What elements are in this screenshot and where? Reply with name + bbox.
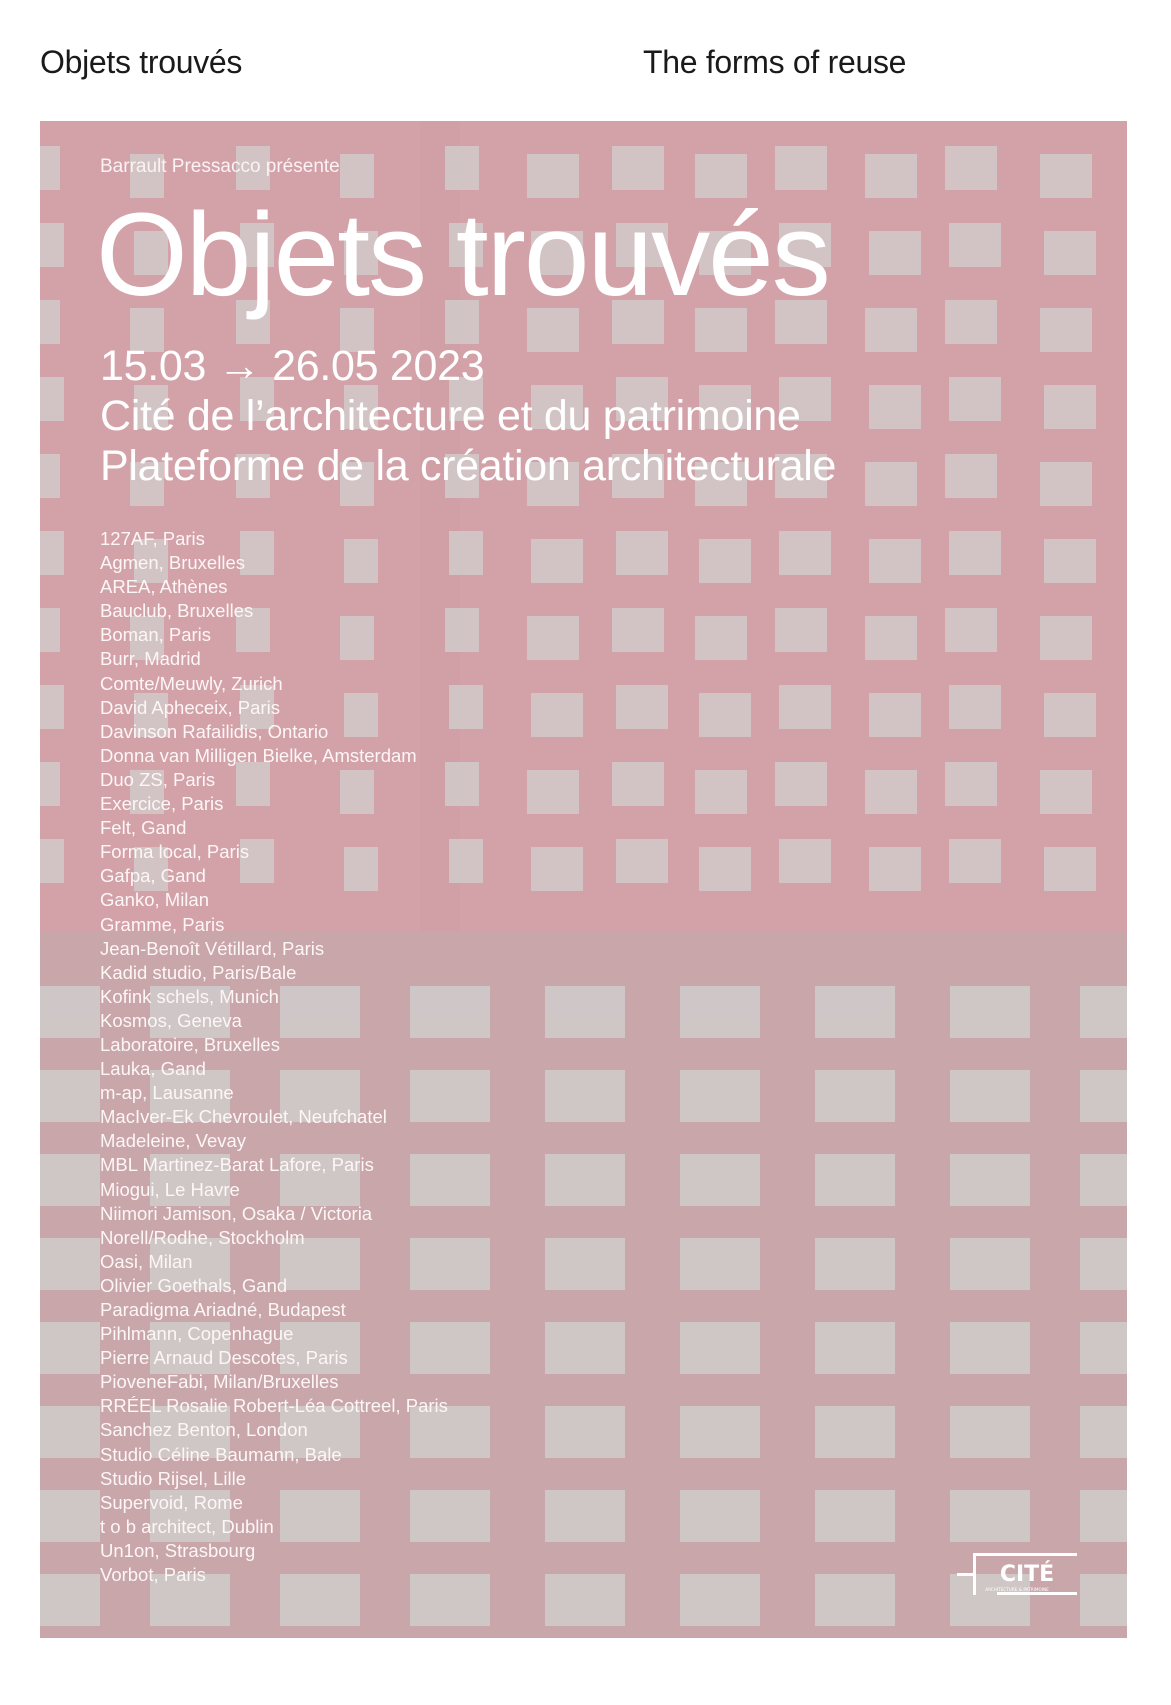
participant-item: Burr, Madrid	[100, 648, 201, 670]
participant-item: Duo ZS, Paris	[100, 768, 216, 790]
poster-title: Objets trouvés	[96, 189, 829, 321]
participant-item: Vorbot, Paris	[100, 1564, 206, 1586]
poster-content	[96, 155, 1087, 1587]
participant-item: Kosmos, Geneva	[100, 1009, 242, 1031]
window-square	[40, 839, 64, 883]
participant-item: Madeleine, Vevay	[100, 1130, 247, 1152]
window-square	[1080, 1322, 1127, 1374]
participant-item: Niimori Jamison, Osaka / Victoria	[100, 1202, 373, 1224]
participant-item: Gramme, Paris	[100, 913, 225, 935]
participant-item: Bauclub, Bruxelles	[100, 600, 254, 622]
window-square	[40, 1238, 100, 1290]
participant-item: Pihlmann, Copenhague	[100, 1323, 294, 1345]
participant-item: m-ap, Lausanne	[100, 1082, 234, 1104]
exhibition-dates: 15.03 → 26.05 2023	[100, 342, 485, 390]
participant-item: Davinson Rafailidis, Ontario	[100, 720, 329, 742]
window-square	[1080, 986, 1127, 1038]
participant-item: Jean-Benoît Vétillard, Paris	[100, 937, 325, 959]
participant-item: Donna van Milligen Bielke, Amsterdam	[100, 744, 417, 766]
participant-item: MacIver-Ek Chevroulet, Neufchatel	[100, 1106, 387, 1128]
participant-item: Kadid studio, Paris/Bale	[100, 961, 297, 983]
participant-item: David Apheceix, Paris	[100, 696, 280, 718]
window-square	[40, 1070, 100, 1122]
venue-line-2: Plateforme de la création architecturale	[100, 442, 837, 490]
window-square	[40, 377, 64, 421]
participant-item: t o b architect, Dublin	[100, 1515, 274, 1537]
window-square	[40, 986, 100, 1038]
window-square	[40, 1322, 100, 1374]
participant-item: Pierre Arnaud Descotes, Paris	[100, 1347, 348, 1369]
window-square	[40, 146, 60, 190]
window-square	[1080, 1406, 1127, 1458]
window-square	[40, 762, 60, 806]
participant-item: Forma local, Paris	[100, 841, 250, 863]
window-square	[40, 608, 60, 652]
window-square	[1080, 1574, 1127, 1626]
participant-item: Sanchez Benton, London	[100, 1419, 308, 1441]
participant-item: Felt, Gand	[100, 817, 187, 839]
participant-item: Paradigma Ariadné, Budapest	[100, 1299, 346, 1320]
participant-item: AREA, Athènes	[100, 576, 228, 598]
participant-item: Supervoid, Rome	[100, 1491, 243, 1513]
participant-item: Ganko, Milan	[100, 889, 209, 911]
participant-item: Miogui, Le Havre	[100, 1178, 240, 1200]
window-square	[1080, 1238, 1127, 1290]
window-square	[1080, 1070, 1127, 1122]
participant-item: Boman, Paris	[100, 624, 212, 646]
participants-list	[100, 527, 1087, 1587]
participant-item: Comte/Meuwly, Zurich	[100, 672, 283, 694]
window-square	[1080, 1154, 1127, 1206]
participant-item: Exercice, Paris	[100, 793, 224, 815]
poster-presents: Barrault Pressacco présente	[100, 156, 340, 177]
participant-item: MBL Martinez-Barat Lafore, Paris	[100, 1154, 374, 1176]
page-title-right: The forms of reuse	[643, 44, 907, 80]
participant-item: Norell/Rodhe, Stockholm	[100, 1226, 305, 1248]
participant-item: Kofink schels, Munich	[100, 985, 279, 1007]
logo-text: CITÉ	[999, 1562, 1055, 1587]
participant-item: Lauka, Gand	[100, 1058, 206, 1080]
exhibition-poster	[40, 121, 1127, 1638]
participant-item: Studio Rijsel, Lille	[100, 1467, 247, 1489]
logo-subtext: ARCHITECTURE & PATRIMOINE	[985, 1587, 1049, 1592]
window-square	[40, 1490, 100, 1542]
participant-item: Un1on, Strasbourg	[100, 1539, 256, 1561]
window-square	[1080, 1490, 1127, 1542]
participant-item: Laboratoire, Bruxelles	[100, 1033, 280, 1055]
participant-item: Oasi, Milan	[100, 1250, 193, 1272]
venue-line-1: Cité de l’architecture et du patrimoine	[100, 392, 801, 440]
participant-item: 127AF, Paris	[100, 528, 205, 549]
page-title-left: Objets trouvés	[40, 44, 243, 80]
window-square	[40, 300, 60, 344]
participant-item: Gafpa, Gand	[100, 865, 206, 887]
window-square	[40, 685, 64, 729]
window-square	[40, 454, 60, 498]
window-square	[40, 223, 64, 267]
participant-item: Agmen, Bruxelles	[100, 552, 245, 574]
participant-item: Studio Céline Baumann, Bale	[100, 1443, 342, 1465]
window-square	[40, 1574, 100, 1626]
window-square	[40, 1154, 100, 1206]
participant-item: Olivier Goethals, Gand	[100, 1274, 288, 1296]
participant-item: PioveneFabi, Milan/Bruxelles	[100, 1371, 339, 1393]
cite-logo	[957, 1553, 1077, 1595]
participant-item: RRÉEL Rosalie Robert-Léa Cottreel, Paris	[100, 1395, 448, 1417]
window-square	[40, 1406, 100, 1458]
window-square	[40, 531, 64, 575]
